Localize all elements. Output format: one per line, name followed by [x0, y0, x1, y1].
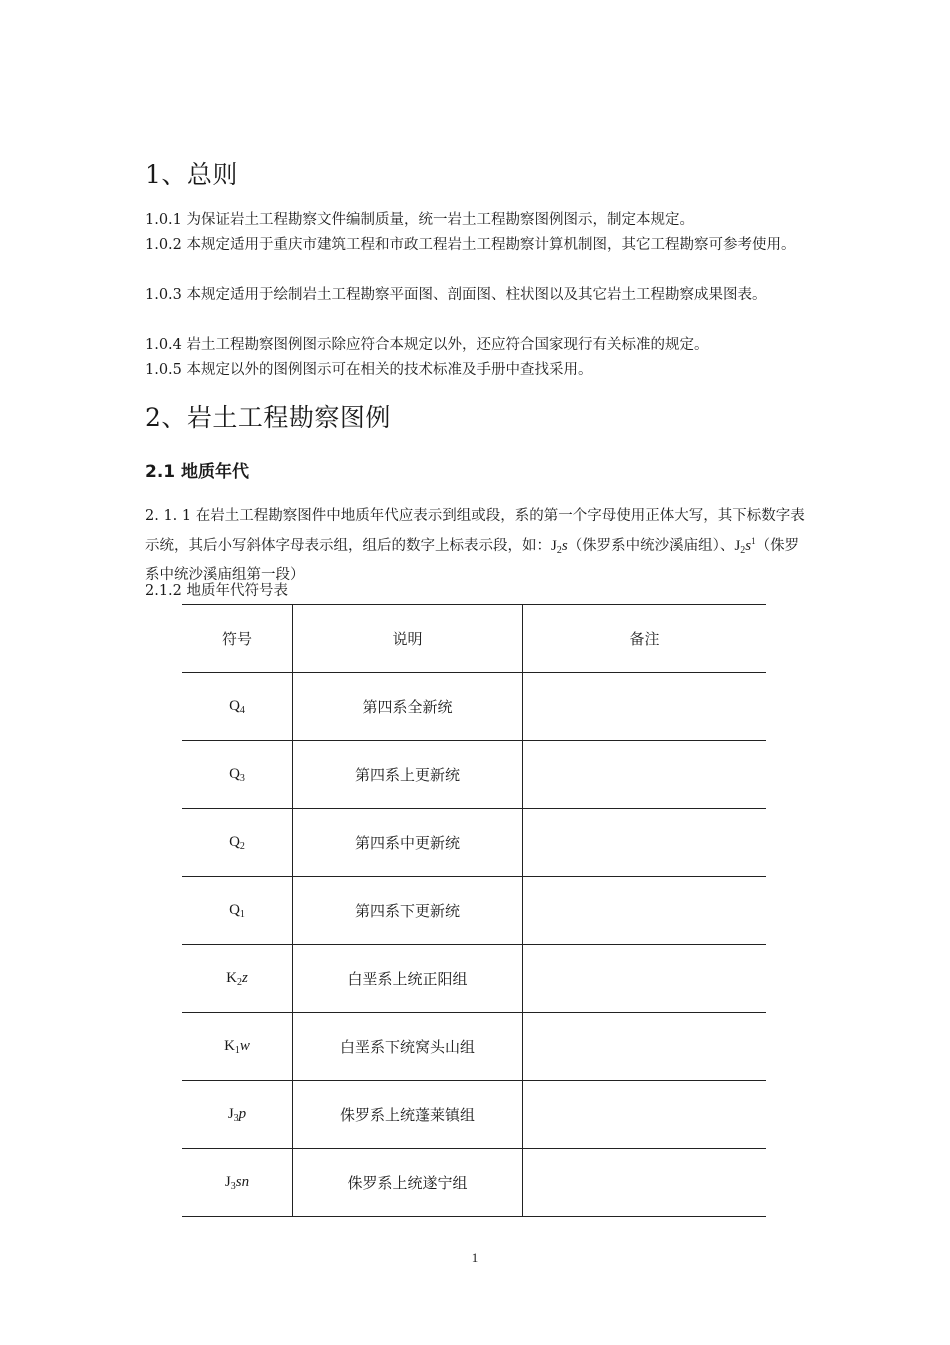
description-cell: 侏罗系上统遂宁组 — [293, 1149, 523, 1217]
remarks-cell — [523, 809, 767, 877]
clause-1-0-5: 1.0.5 本规定以外的图例图示可在相关的技术标准及手册中查找采用。 — [145, 362, 593, 378]
table-row — [182, 809, 766, 877]
example-symbol-j2s: $J_2s$ — [551, 538, 568, 556]
header-symbol: 符号 — [182, 605, 293, 673]
symbol-cell: $Q_3$ — [182, 741, 293, 809]
description-cell: 第四系下更新统 — [293, 877, 523, 945]
description-cell: 第四系中更新统 — [293, 809, 523, 877]
table-caption: 2.1.2 地质年代符号表 — [145, 583, 289, 599]
symbol-cell: $J_3p$ — [182, 1081, 293, 1149]
symbol-cell: $Q_1$ — [182, 877, 293, 945]
clause-1-0-4: 1.0.4 岩土工程勘察图例图示除应符合本规定以外，还应符合国家现行有关标准的规定。 — [145, 337, 709, 353]
table-row — [182, 945, 766, 1013]
symbol-cell: $J_3sn$ — [182, 1149, 293, 1217]
header-remarks: 备注 — [523, 605, 767, 673]
symbol-cell: $Q_4$ — [182, 673, 293, 741]
description-cell: 第四系全新统 — [293, 673, 523, 741]
subsection-2-1-title: 2.1 地质年代 — [145, 462, 250, 482]
clause-2-1-1: 2. 1. 1 在岩土工程勘察图件中地质年代应表示到组或段，系的第一个字母使用正体大写，其下标数字表示统，其后小写斜体字母表示组，组后的数字上标表示段，如：$J_2s$（侏罗系中统沙溪庙组）、$J_2s^1$（侏罗系中统沙溪庙组第一段） — [145, 508, 805, 583]
table-row — [182, 877, 766, 945]
geologic-age-symbol-table — [182, 604, 766, 1217]
section-1-title: 1、总则 — [145, 160, 238, 189]
table-row — [182, 1013, 766, 1081]
header-description: 说明 — [293, 605, 523, 673]
remarks-cell — [523, 945, 767, 1013]
table-row — [182, 1081, 766, 1149]
table-row — [182, 1149, 766, 1217]
remarks-cell — [523, 741, 767, 809]
description-cell: 白垩系下统窝头山组 — [293, 1013, 523, 1081]
page-number: 1 — [471, 1250, 479, 1265]
remarks-cell — [523, 877, 767, 945]
table-header-row — [182, 605, 766, 673]
symbol-cell: $Q_2$ — [182, 809, 293, 877]
clause-1-0-3: 1.0.3 本规定适用于绘制岩土工程勘察平面图、剖面图、柱状图以及其它岩土工程勘察成果图表。 — [145, 287, 767, 303]
description-cell: 侏罗系上统蓬莱镇组 — [293, 1081, 523, 1149]
remarks-cell — [523, 1081, 767, 1149]
remarks-cell — [523, 673, 767, 741]
section-2-title: 2、岩土工程勘察图例 — [145, 403, 391, 432]
clause-1-0-2: 1.0.2 本规定适用于重庆市建筑工程和市政工程岩土工程勘察计算机制图，其它工程勘察可参考使用。 — [145, 237, 796, 253]
remarks-cell — [523, 1013, 767, 1081]
symbol-cell: $K_1w$ — [182, 1013, 293, 1081]
clause-1-0-1: 1.0.1 为保证岩土工程勘察文件编制质量，统一岩土工程勘察图例图示，制定本规定。 — [145, 212, 695, 228]
table-row — [182, 673, 766, 741]
symbol-cell: $K_2z$ — [182, 945, 293, 1013]
description-cell: 白垩系上统正阳组 — [293, 945, 523, 1013]
remarks-cell — [523, 1149, 767, 1217]
description-cell: 第四系上更新统 — [293, 741, 523, 809]
table-row — [182, 741, 766, 809]
example-symbol-j2s1: $J_2s^1$ — [734, 536, 756, 556]
